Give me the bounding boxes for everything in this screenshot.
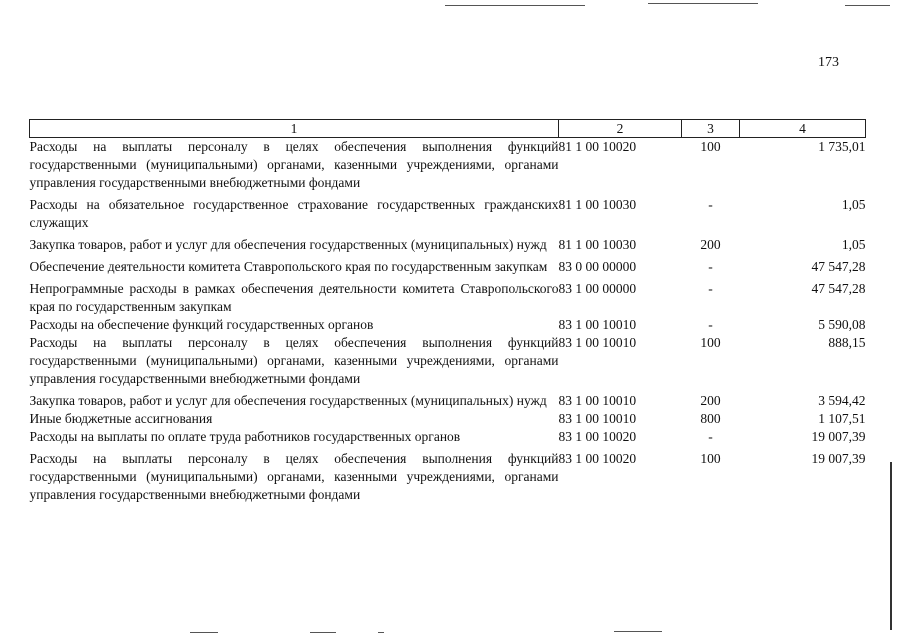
scan-line [378,632,384,633]
scan-line [310,632,336,633]
row-type: 100 [700,335,721,350]
row-amount: 888,15 [828,335,866,350]
row-name: Расходы на обеспечение функций государственных органов [29,317,374,332]
row-amount: 1,05 [841,237,866,252]
budget-table [29,119,866,504]
table-row [30,446,866,504]
row-code: 83 0 00 00000 [558,259,637,274]
row-amount: 1,05 [841,197,866,212]
row-amount: 1 107,51 [818,411,866,426]
row-amount: 5 590,08 [818,317,866,332]
row-type: - [708,317,713,332]
row-amount: 47 547,28 [811,281,866,296]
row-code: 83 1 00 10010 [558,335,637,350]
row-code: 83 1 00 10010 [558,393,637,408]
scan-line [648,3,758,4]
header-col-type: 3 [682,120,740,138]
row-amount: 19 007,39 [811,429,866,444]
row-name: Обеспечение деятельности комитета Ставропольского края по государственным закупкам [29,259,548,274]
row-code: 83 1 00 10020 [558,429,637,444]
row-code: 81 1 00 10020 [558,139,637,154]
table-row [30,410,866,428]
row-type: 200 [700,237,721,252]
header-col-amount: 4 [740,120,866,138]
table-row [30,192,866,232]
scan-line [190,632,218,633]
table-row [30,276,866,316]
row-code: 83 1 00 00000 [558,281,637,296]
row-name: Расходы на выплаты персоналу в целях обеспечения выполнения функций государственными (муниципальными) органами, казенными учреждениями, органами управления государственными внебюджетными фондами [29,451,559,502]
row-amount: 1 735,01 [818,139,866,154]
scan-line [614,631,662,632]
page-number: 173 [818,55,839,70]
row-type: 200 [700,393,721,408]
table-row [30,388,866,410]
row-name: Закупка товаров, работ и услуг для обеспечения государственных (муниципальных) нужд [29,393,547,408]
row-type: - [708,259,713,274]
row-code: 81 1 00 10030 [558,237,637,252]
row-name: Иные бюджетные ассигнования [29,411,213,426]
row-name: Закупка товаров, работ и услуг для обеспечения государственных (муниципальных) нужд [29,237,547,252]
row-code: 83 1 00 10020 [558,451,637,466]
row-name: Расходы на выплаты персоналу в целях обеспечения выполнения функций государственными (муниципальными) органами, казенными учреждениями, органами управления государственными внебюджетными фондами [29,139,559,190]
row-code: 81 1 00 10030 [558,197,637,212]
scan-margin-bar [890,462,892,630]
row-amount: 3 594,42 [818,393,866,408]
table-row [30,254,866,276]
header-col-name: 1 [30,120,559,138]
row-name: Расходы на выплаты по оплате труда работников государственных органов [29,429,461,444]
row-amount: 47 547,28 [811,259,866,274]
table-row [30,428,866,446]
header-row [30,120,866,138]
scan-line [445,5,585,6]
row-type: - [708,281,713,296]
scan-line [845,5,890,6]
table-row [30,334,866,388]
row-name: Расходы на обязательное государственное страхование государственных гражданских служащих [29,197,559,230]
table-row [30,232,866,254]
row-name: Расходы на выплаты персоналу в целях обеспечения выполнения функций государственными (муниципальными) органами, казенными учреждениями, органами управления государственными внебюджетными фондами [29,335,559,386]
header-col-code: 2 [559,120,682,138]
row-type: 100 [700,451,721,466]
row-code: 83 1 00 10010 [558,317,637,332]
row-type: - [708,197,713,212]
table-row [30,316,866,334]
row-type: - [708,429,713,444]
row-type: 100 [700,139,721,154]
row-name: Непрограммные расходы в рамках обеспечения деятельности комитета Ставропольского края по государственным закупкам [29,281,559,314]
row-code: 83 1 00 10010 [558,411,637,426]
row-type: 800 [700,411,721,426]
table-row [30,138,866,193]
row-amount: 19 007,39 [811,451,866,466]
